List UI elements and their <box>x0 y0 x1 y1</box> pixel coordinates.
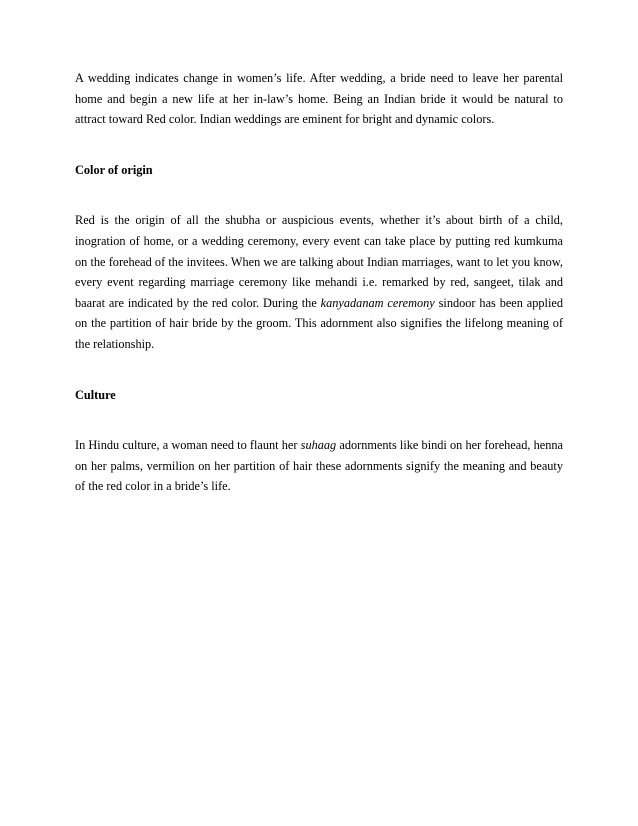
document-page <box>75 68 563 497</box>
paragraph-text: adornments like bindi on her forehead, henna on her palms, vermilion on her partition of hair these adornments signify the meaning and beauty of the red color in a bride’s life. <box>75 438 563 494</box>
paragraph-text: In Hindu culture, a woman need to flaunt her <box>75 438 301 453</box>
color-of-origin-paragraph <box>75 210 563 354</box>
section-heading-color-of-origin: Color of origin <box>75 162 153 177</box>
section-heading-culture: Culture <box>75 387 116 402</box>
paragraph-text: sindoor has been applied on the partition of hair bride by the groom. This adornment also signifies the lifelong meaning of the relationship. <box>75 295 563 351</box>
culture-paragraph <box>75 435 563 497</box>
paragraph-text: Red is the origin of all the shubha or auspicious events, whether it’s about birth of a child, inogration of home, or a wedding ceremony, every event can take place by putting red kumkuma on the forehead of the invitees. When we are talking about Indian marriages, want to let you know, every event regarding marriage ceremony like mehandi i.e. remarked by red, sangeet, tilak and baarat are indicated by the red color. During the <box>75 213 563 310</box>
italic-term: kanyadanam ceremony <box>320 295 435 310</box>
italic-term: suhaag <box>300 438 337 453</box>
intro-paragraph: A wedding indicates change in women’s life. After wedding, a bride need to leave her parental home and begin a new life at her in-law’s home. Being an Indian bride it would be natural to attract toward Red color. Indian weddings are eminent for bright and dynamic colors. <box>75 71 563 127</box>
